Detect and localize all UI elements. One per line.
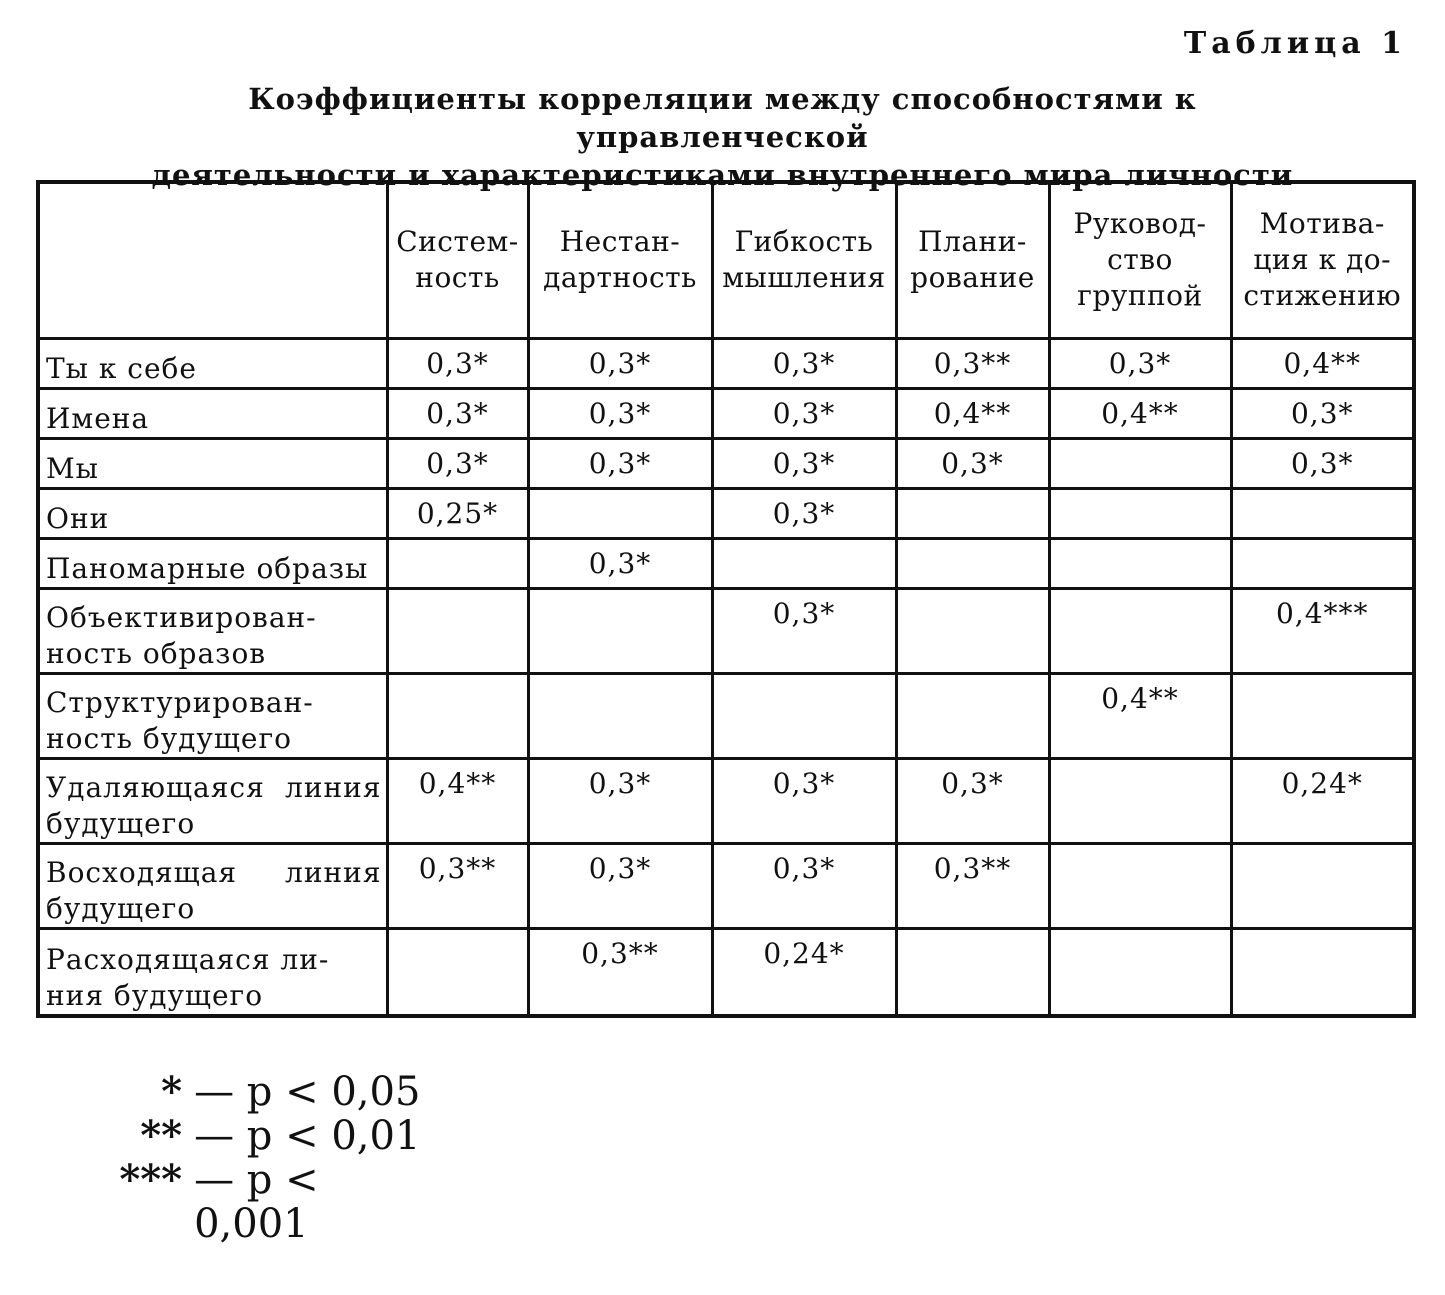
column-header-line: Плани- [918,225,1027,259]
row-label-line: ность образов [46,636,267,670]
correlation-value-cell [1049,758,1231,843]
correlation-value-cell: 0,3* [387,388,528,438]
correlation-value-cell: 0,4*** [1231,588,1414,673]
table-title-line-1: Коэффициенты корреляции между способностями к управленческой [248,82,1197,154]
row-label [38,588,387,673]
correlation-value-cell: 0,3* [896,758,1049,843]
row-label [38,928,387,1016]
table-row [38,588,1414,673]
row-label-line: Они [46,501,110,535]
correlation-value-cell [1049,843,1231,928]
legend-item [105,1158,435,1246]
correlation-value-cell: 0,4** [387,758,528,843]
correlation-value-cell: 0,3** [387,843,528,928]
correlation-value-cell: 0,3* [712,438,896,488]
correlation-value-cell: 0,3** [528,928,712,1016]
column-header [896,182,1049,338]
column-header-line: Гибкость [734,225,874,259]
row-label-line: Объективирован- [46,600,317,634]
correlation-value-cell: 0,3* [528,538,712,588]
table-row [38,438,1414,488]
correlation-value-cell [712,538,896,588]
correlation-value-cell [896,488,1049,538]
column-header [387,182,528,338]
column-header-line: ство [1107,243,1173,277]
legend-stars: * [161,1068,183,1115]
table-row [38,538,1414,588]
column-header-line: ция к до- [1253,243,1392,277]
row-label-line: будущего [46,891,196,925]
correlation-value-cell: 0,24* [1231,758,1414,843]
column-header-line: группой [1077,279,1203,313]
correlation-value-cell [528,488,712,538]
column-header-line: Мотива- [1259,207,1385,241]
correlation-value-cell [387,538,528,588]
correlation-value-cell: 0,3* [1231,438,1414,488]
table-row [38,488,1414,538]
legend-item [105,1070,435,1114]
table-body [38,338,1414,1016]
correlation-value-cell [1049,928,1231,1016]
correlation-value-cell [1049,438,1231,488]
correlation-value-cell: 0,3* [896,438,1049,488]
header-corner-cell [38,182,387,338]
correlation-value-cell: 0,3** [896,338,1049,388]
correlation-value-cell [528,673,712,758]
row-label [38,538,387,588]
correlation-value-cell [387,928,528,1016]
correlation-value-cell: 0,3* [712,388,896,438]
table-row [38,338,1414,388]
legend-stars: *** [119,1156,183,1203]
correlation-value-cell: 0,4** [1049,388,1231,438]
row-label-line: ния будущего [46,979,264,1012]
correlation-value-cell: 0,3* [528,388,712,438]
row-label-line: ность будущего [46,721,293,755]
column-header-line: дартность [543,261,697,295]
correlation-value-cell: 0,3* [712,488,896,538]
row-label [38,488,387,538]
row-label-line: Восходящая линия [46,855,382,889]
correlation-value-cell: 0,3* [528,758,712,843]
correlation-value-cell [1231,843,1414,928]
correlation-value-cell [712,673,896,758]
row-label [38,388,387,438]
column-header-line: мышления [722,261,886,295]
correlation-value-cell [528,588,712,673]
row-label [38,758,387,843]
legend-text: — р < 0,05 [194,1069,421,1115]
row-label-line: Ты к себе [46,351,197,385]
legend-text: — р < 0,01 [194,1113,421,1159]
correlation-value-cell: 0,3** [896,843,1049,928]
row-label [38,843,387,928]
table-title [100,80,1345,194]
column-header-line: Руковод- [1073,207,1207,241]
legend-item [105,1114,435,1158]
table-number-label: Таблица 1 [1183,26,1407,61]
correlation-value-cell [1231,673,1414,758]
row-label-line: Мы [46,451,99,485]
correlation-value-cell [387,673,528,758]
correlation-table [36,180,1416,1018]
column-header [712,182,896,338]
correlation-value-cell: 0,25* [387,488,528,538]
row-label-line: Паномарные образы [46,551,369,585]
row-label-line: будущего [46,806,196,840]
correlation-value-cell: 0,3* [712,758,896,843]
row-label-line: Имена [46,401,150,435]
correlation-value-cell [896,673,1049,758]
column-header-line: ность [415,261,500,295]
column-header [528,182,712,338]
table-title-line-2: деятельности и характеристиками внутреннего мира личности [151,158,1294,192]
row-label-line: Структурирован- [46,685,314,719]
correlation-value-cell: 0,3* [387,438,528,488]
correlation-value-cell [1049,538,1231,588]
correlation-value-cell [896,538,1049,588]
header-row [38,182,1414,338]
correlation-value-cell: 0,3* [712,843,896,928]
correlation-value-cell [896,588,1049,673]
row-label [38,673,387,758]
correlation-value-cell: 0,3* [712,588,896,673]
correlation-value-cell: 0,4** [896,388,1049,438]
correlation-value-cell: 0,3* [1231,388,1414,438]
legend-stars: ** [140,1112,183,1159]
row-label-line: Расходящаяся ли- [46,943,330,976]
correlation-value-cell: 0,4** [1049,673,1231,758]
column-header [1231,182,1414,338]
correlation-value-cell [1231,928,1414,1016]
column-header-line: стижению [1243,279,1402,313]
row-label [38,438,387,488]
table-row [38,843,1414,928]
row-label [38,338,387,388]
correlation-value-cell: 0,3* [528,843,712,928]
correlation-value-cell: 0,3* [387,338,528,388]
correlation-value-cell [896,928,1049,1016]
correlation-value-cell: 0,3* [528,338,712,388]
column-header [1049,182,1231,338]
correlation-value-cell: 0,24* [712,928,896,1016]
table-row [38,928,1414,1016]
correlation-value-cell [1231,538,1414,588]
correlation-value-cell [1231,488,1414,538]
column-header-line: рование [910,261,1035,295]
column-header-line: Систем- [396,225,519,259]
correlation-value-cell: 0,3* [528,438,712,488]
legend-text: — р < 0,001 [194,1157,319,1247]
correlation-value-cell: 0,3* [712,338,896,388]
correlation-value-cell [1049,488,1231,538]
table-row [38,673,1414,758]
correlation-value-cell [1049,588,1231,673]
row-label-line: Удаляющаяся линия [46,770,382,804]
correlation-value-cell [387,588,528,673]
correlation-value-cell: 0,4** [1231,338,1414,388]
column-header-line: Нестан- [559,225,681,259]
table-row [38,758,1414,843]
table-row [38,388,1414,438]
significance-legend [105,1070,435,1246]
correlation-value-cell: 0,3* [1049,338,1231,388]
